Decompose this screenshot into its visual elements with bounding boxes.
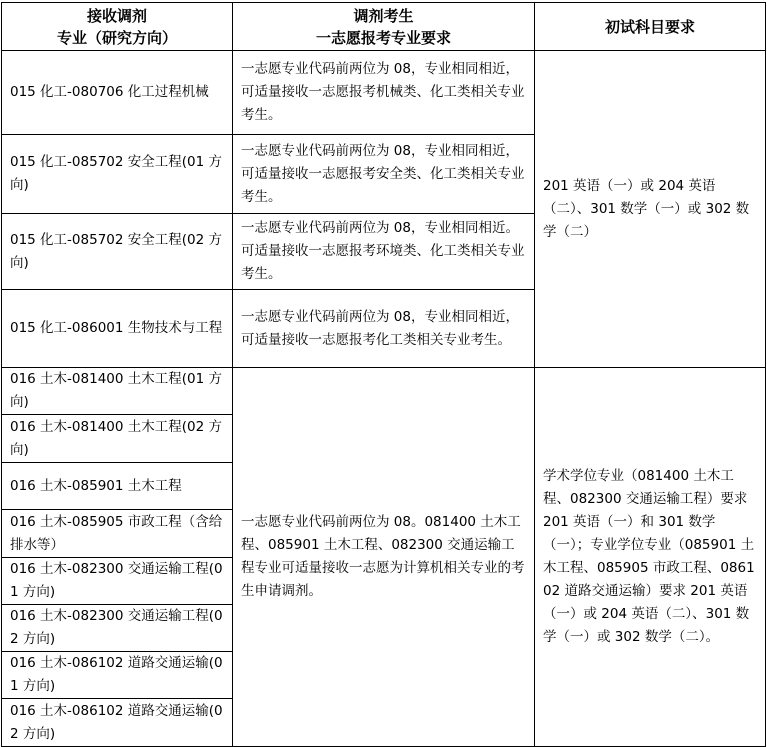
major-cell: 015 化工-085702 安全工程(01 方向): [2, 135, 233, 214]
major-cell: 016 土木-081400 土木工程(01 方向): [2, 368, 233, 415]
major-cell: 015 化工-080706 化工过程机械: [2, 51, 233, 135]
requirement-cell: 一志愿专业代码前两位为 08，专业相同相近，可适量接收一志愿报考机械类、化工类相关专业考生。: [233, 51, 535, 135]
major-cell: 016 土木-082300 交通运输工程(02 方向): [2, 605, 233, 652]
exam-cell: 学术学位专业（081400 土木工程、082300 交通运输工程）要求 201 英语（一）和 301 数学（一）；专业学位专业（085901 土木工程、085905 市政工程、086102 道路交通运输）要求 201 英语（一）或 204 英语（二）、301 数学（一）或 302 数学（二）。: [535, 368, 766, 747]
header-requirement: 调剂考生 一志愿报考专业要求: [233, 3, 535, 51]
adjustment-table: [1, 2, 766, 747]
exam-cell: 201 英语（一）或 204 英语（二）、301 数学（一）或 302 数学（二）: [535, 51, 766, 368]
major-cell: 016 土木-085901 土木工程: [2, 463, 233, 510]
header-exam: 初试科目要求: [535, 3, 766, 51]
header-major: 接收调剂 专业（研究方向）: [2, 3, 233, 51]
major-cell: 016 土木-086102 道路交通运输(01 方向): [2, 652, 233, 699]
requirement-cell: 一志愿专业代码前两位为 08，专业相同相近，可适量接收一志愿报考化工类相关专业考生。: [233, 290, 535, 368]
major-cell: 016 土木-082300 交通运输工程(01 方向): [2, 558, 233, 605]
requirement-cell: 一志愿专业代码前两位为 08，专业相同相近，可适量接收一志愿报考安全类、化工类相关专业考生。: [233, 135, 535, 214]
major-cell: 016 土木-081400 土木工程(02 方向): [2, 415, 233, 463]
header-row: [2, 3, 766, 51]
major-cell: 016 土木-085905 市政工程（含给排水等）: [2, 510, 233, 558]
major-cell: 016 土木-086102 道路交通运输(02 方向): [2, 699, 233, 747]
table-row: [2, 51, 766, 135]
major-cell: 015 化工-085702 安全工程(02 方向): [2, 214, 233, 290]
major-cell: 015 化工-086001 生物技术与工程: [2, 290, 233, 368]
requirement-cell: 一志愿专业代码前两位为 08。081400 土木工程、085901 土木工程、082300 交通运输工程专业可适量接收一志愿为计算机相关专业的考生申请调剂。: [233, 368, 535, 747]
requirement-cell: 一志愿专业代码前两位为 08，专业相同相近。可适量接收一志愿报考环境类、化工类相关专业考生。: [233, 214, 535, 290]
table-row: [2, 368, 766, 415]
